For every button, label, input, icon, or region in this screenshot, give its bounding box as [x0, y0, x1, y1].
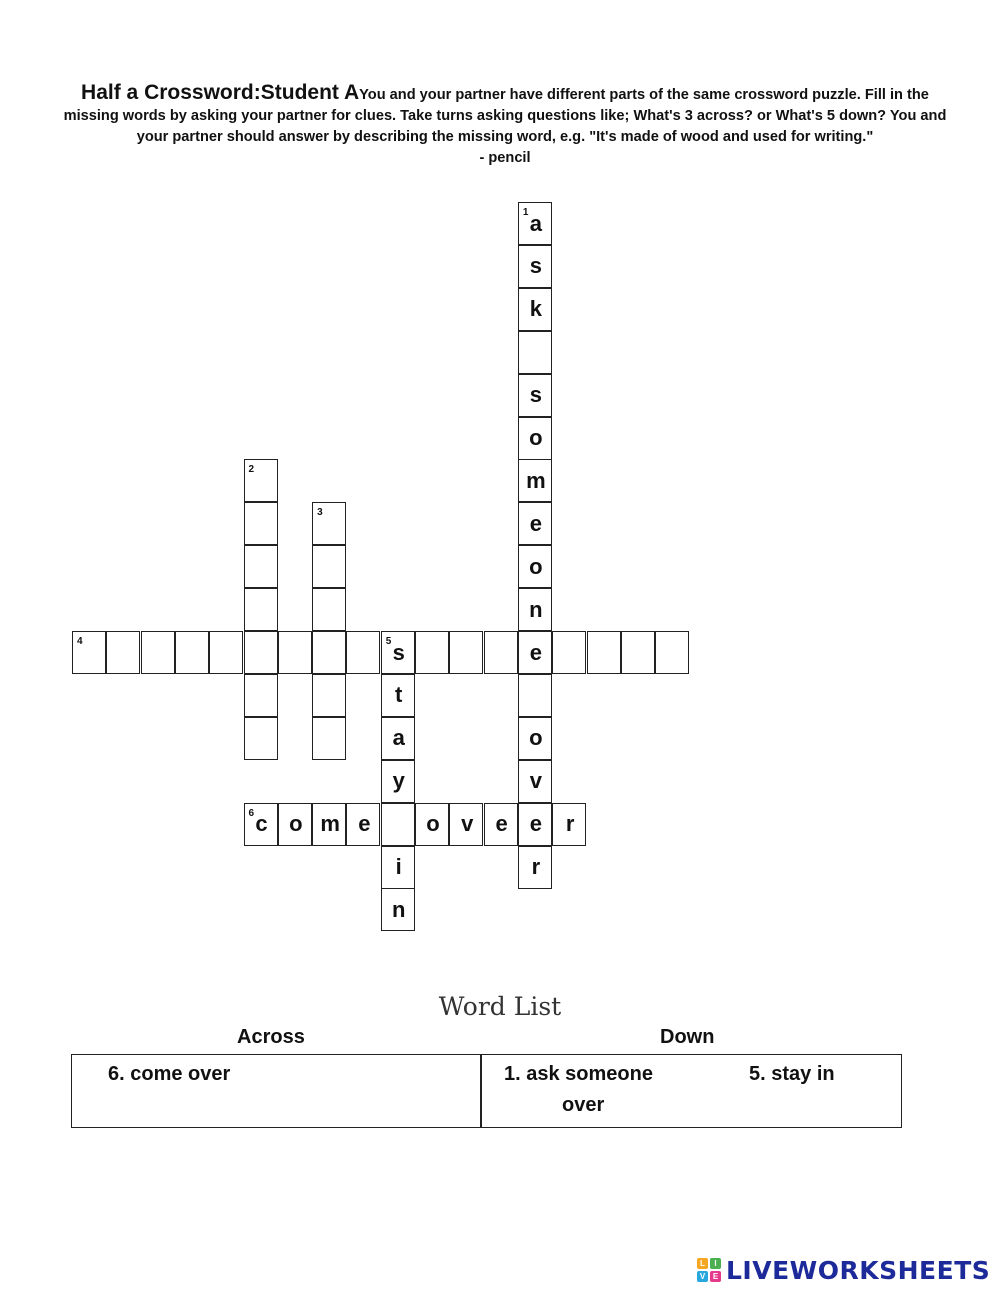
clue-number: 4: [77, 636, 83, 647]
cell-letter: o: [529, 725, 543, 751]
crossword-cell[interactable]: [518, 502, 552, 545]
crossword-cell[interactable]: [518, 717, 552, 760]
crossword-cell[interactable]: [381, 674, 415, 717]
crossword-cell[interactable]: [518, 760, 552, 803]
crossword-cell[interactable]: [244, 631, 278, 674]
crossword-cell[interactable]: [449, 631, 483, 674]
crossword-cell[interactable]: [312, 502, 346, 545]
crossword-cell[interactable]: [346, 803, 380, 846]
crossword-cell[interactable]: [346, 631, 380, 674]
column-divider: [480, 1055, 482, 1127]
cell-letter: s: [529, 382, 543, 408]
cell-letter: [313, 718, 345, 759]
cell-letter: [519, 332, 551, 373]
cell-letter: [245, 460, 277, 501]
crossword-cell[interactable]: [381, 803, 415, 846]
cell-letter: m: [320, 811, 340, 837]
cell-letter: n: [529, 596, 543, 622]
cell-letter: [245, 546, 277, 587]
cell-letter: e: [358, 811, 371, 837]
cell-letter: [245, 632, 277, 673]
cell-letter: [107, 632, 139, 673]
crossword-cell[interactable]: [312, 631, 346, 674]
down-clue-1: 1. ask someone: [504, 1063, 653, 1085]
cell-letter: [313, 503, 345, 544]
crossword-cell[interactable]: [278, 803, 312, 846]
cell-letter: e: [529, 811, 543, 837]
cell-letter: v: [461, 811, 474, 837]
cell-letter: [313, 632, 345, 673]
cell-letter: [519, 675, 551, 716]
cell-letter: [245, 589, 277, 630]
cell-letter: [279, 632, 311, 673]
example-answer: - pencil: [479, 150, 531, 166]
cell-letter: [416, 632, 448, 673]
crossword-cell[interactable]: [518, 803, 552, 846]
clue-number: 3: [317, 507, 323, 519]
cell-letter: [382, 804, 414, 845]
cell-letter: [210, 632, 242, 673]
crossword-cell[interactable]: [518, 288, 552, 331]
cell-letter: [313, 589, 345, 630]
crossword-cell[interactable]: [552, 631, 586, 674]
crossword-cell[interactable]: [518, 588, 552, 631]
liveworksheets-logo: [697, 1256, 990, 1284]
crossword-cell[interactable]: [655, 631, 689, 674]
crossword-cell[interactable]: [518, 374, 552, 417]
cell-letter: o: [529, 425, 543, 450]
crossword-cell[interactable]: [312, 588, 346, 631]
cell-letter: k: [529, 296, 543, 322]
crossword-cell[interactable]: [175, 631, 209, 674]
crossword-cell[interactable]: [518, 545, 552, 588]
cell-letter: a: [392, 725, 405, 751]
crossword-cell[interactable]: [244, 545, 278, 588]
cell-letter: r: [565, 811, 575, 837]
crossword-cell[interactable]: [484, 631, 518, 674]
cell-letter: [313, 546, 345, 587]
crossword-cell[interactable]: [244, 502, 278, 545]
crossword-cell[interactable]: [209, 631, 243, 674]
cell-letter: n: [391, 896, 406, 922]
cell-letter: s: [392, 639, 405, 665]
across-clue-6: 6. come over: [108, 1063, 231, 1085]
crossword-cell[interactable]: [518, 417, 552, 460]
logo-tile: E: [710, 1271, 721, 1282]
crossword-cell[interactable]: [415, 803, 449, 846]
cell-letter: [656, 632, 688, 673]
cell-letter: a: [529, 210, 543, 236]
crossword-cell[interactable]: [244, 588, 278, 631]
down-clue-1-continued: over: [562, 1094, 605, 1116]
instructions-text: You and your partner have different parts of the same crossword puzzle. Fill in the missing words by asking your partner for clues. Take turns asking questions like; What's 3 across? or What's 5 down? You and your partner should answer by describing the missing word, e.g. "It's made of wood and used for writing.": [63, 87, 947, 145]
crossword-cell[interactable]: [449, 803, 483, 846]
cell-letter: s: [529, 253, 543, 279]
crossword-cell[interactable]: [312, 717, 346, 760]
crossword-cell[interactable]: [72, 631, 106, 674]
crossword-cell[interactable]: [415, 631, 449, 674]
logo-tile: I: [710, 1258, 721, 1269]
crossword-cell[interactable]: [518, 846, 552, 889]
cell-letter: [347, 632, 379, 673]
crossword-cell[interactable]: [244, 717, 278, 760]
crossword-cell[interactable]: [518, 331, 552, 374]
crossword-cell[interactable]: [381, 631, 415, 674]
logo-text: LIVEWORKSHEETS: [726, 1255, 991, 1285]
crossword-cell[interactable]: [484, 803, 518, 846]
word-list-table: [71, 1054, 902, 1128]
logo-tile: L: [697, 1258, 708, 1269]
crossword-cell[interactable]: [518, 631, 552, 674]
cell-letter: [245, 503, 277, 544]
crossword-cell[interactable]: [552, 803, 586, 846]
clue-number: 2: [248, 464, 255, 476]
crossword-cell[interactable]: [312, 803, 346, 846]
cell-letter: o: [529, 553, 543, 579]
clue-number: 5: [385, 636, 392, 647]
cell-letter: [622, 632, 654, 673]
down-clue-5: 5. stay in: [749, 1063, 835, 1085]
cell-letter: i: [395, 854, 402, 879]
crossword-cell[interactable]: [518, 674, 552, 717]
crossword-cell[interactable]: [244, 674, 278, 717]
cell-letter: o: [289, 811, 303, 837]
crossword-cell[interactable]: [244, 459, 278, 502]
cell-letter: r: [531, 854, 541, 879]
cell-letter: [245, 718, 277, 759]
crossword-cell[interactable]: [381, 846, 415, 889]
crossword-cell[interactable]: [518, 245, 552, 288]
cell-letter: o: [426, 811, 440, 837]
logo-tile: V: [697, 1271, 708, 1282]
crossword-cell[interactable]: [381, 888, 415, 931]
cell-letter: [485, 632, 517, 673]
crossword-cell[interactable]: [518, 202, 552, 245]
cell-letter: [176, 632, 208, 673]
crossword-cell[interactable]: [621, 631, 655, 674]
clue-number: 1: [522, 207, 529, 218]
crossword-cell[interactable]: [381, 760, 415, 803]
crossword-cell[interactable]: [518, 459, 552, 502]
cell-letter: [450, 632, 482, 673]
logo-mark-icon: [697, 1258, 721, 1282]
down-heading: Down: [660, 1026, 715, 1048]
crossword-cell[interactable]: [312, 545, 346, 588]
cell-letter: [313, 675, 345, 716]
word-list-title: Word List: [438, 992, 562, 1021]
crossword-cell[interactable]: [278, 631, 312, 674]
cell-letter: t: [395, 682, 403, 708]
cell-letter: [245, 675, 277, 716]
cell-letter: e: [495, 811, 508, 837]
crossword-cell[interactable]: [141, 631, 175, 674]
across-heading: Across: [237, 1026, 305, 1048]
cell-letter: y: [392, 768, 405, 794]
crossword-cell[interactable]: [106, 631, 140, 674]
crossword-cell[interactable]: [381, 717, 415, 760]
clue-number: 6: [248, 807, 255, 819]
cell-letter: [553, 632, 585, 673]
cell-letter: v: [529, 768, 543, 794]
cell-letter: [142, 632, 174, 673]
cell-letter: m: [526, 467, 546, 493]
cell-letter: c: [255, 811, 268, 837]
cell-letter: [588, 632, 620, 673]
crossword-cell[interactable]: [312, 674, 346, 717]
cell-letter: [73, 632, 105, 673]
crossword-cell[interactable]: [244, 803, 278, 846]
cell-letter: e: [529, 639, 543, 665]
cell-letter: e: [529, 510, 543, 536]
crossword-cell[interactable]: [587, 631, 621, 674]
page-title: Half a Crossword:Student A: [81, 81, 360, 104]
